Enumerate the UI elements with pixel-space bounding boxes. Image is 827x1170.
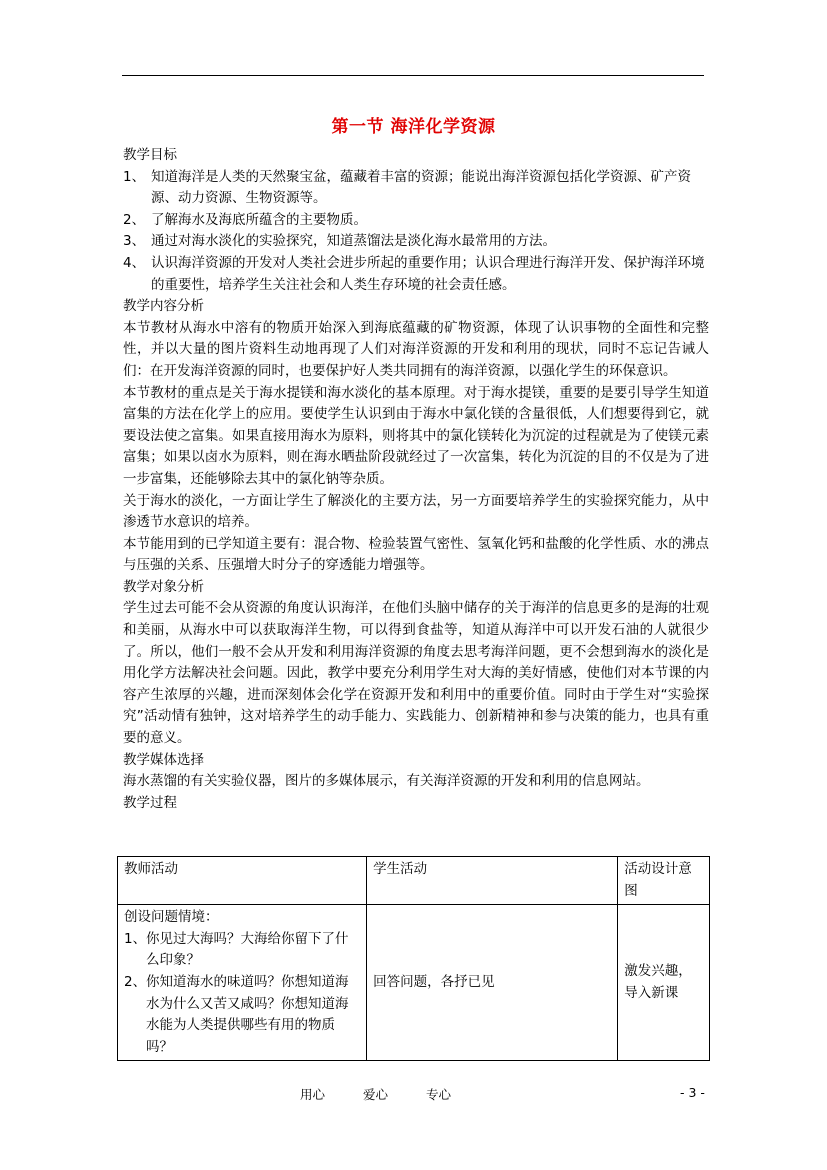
list-number: 3、 — [123, 233, 146, 250]
header-cell: 教师活动 — [118, 857, 367, 905]
header-rule — [122, 75, 704, 76]
media-heading: 教学媒体选择 — [123, 751, 204, 768]
motto-word: 用心 — [300, 1087, 326, 1102]
cell-intro: 创设问题情境： — [124, 909, 219, 926]
process-heading: 教学过程 — [123, 794, 177, 811]
paragraph: 关于海水的淡化，一方面让学生了解淡化的主要方法，另一方面要培养学生的实验探究能力，从中渗透节水意识的培养。 — [123, 492, 709, 531]
teacher-activity-cell — [118, 905, 367, 1061]
paragraph: 本节教材从海水中溶有的物质开始深入到海底蕴藏的矿物资源，体现了认识事物的全面性和完整性，并以大量的图片资料生动地再现了人们对海洋资源的开发和利用的现状，同时不忘记告诫人们：在开发海洋资源的同时，也要保护好人类共同拥有的海洋资源，以强化学生的环保意识。 — [123, 319, 709, 379]
purpose-cell: 激发兴趣，导入新课 — [618, 905, 710, 1061]
student-activity-cell: 回答问题，各抒已见 — [367, 905, 618, 1061]
student-analysis-heading: 教学对象分析 — [123, 578, 204, 595]
list-text: 了解海水及海底所蕴含的主要物质。 — [151, 211, 367, 228]
list-number: 4、 — [123, 254, 146, 271]
list-number: 2、 — [124, 973, 147, 990]
objectives-list — [123, 167, 709, 297]
motto-word: 专心 — [426, 1087, 452, 1102]
paragraph: 海水蒸馏的有关实验仪器，图片的多媒体展示，有关海洋资源的开发和利用的信息网站。 — [123, 773, 650, 790]
list-item — [124, 972, 360, 1058]
content-analysis-heading: 教学内容分析 — [123, 298, 204, 315]
list-number: 2、 — [123, 211, 146, 228]
paragraph: 本节教材的重点是关于海水提镁和海水淡化的基本原理。对于海水提镁，重要的是要引导学生知道富集的方法在化学上的应用。要使学生认识到由于海水中氯化镁的含量很低，人们想要得到它，就要设法使之富集。如果直接用海水为原料，则将其中的氯化镁转化为沉淀的过程就是为了使镁元素富集；如果以卤水为原料，则在海水晒盐阶段就经过了一次富集，转化为沉淀的目的不仅是为了进一步富集，还能够除去其中的氯化钠等杂质。 — [123, 384, 709, 487]
list-number: 1、 — [124, 930, 147, 947]
header-cell: 学生活动 — [367, 857, 618, 905]
paragraph: 本节能用到的已学知道主要有：混合物、检验装置气密性、氢氧化钙和盐酸的化学性质、水的沸点与压强的关系、压强增大时分子的穿透能力增强等。 — [123, 535, 709, 574]
list-text: 认识海洋资源的开发对人类社会进步所起的重要作用；认识合理进行海洋开发、保护海洋环境的重要性，培养学生关注社会和人类生存环境的社会责任感。 — [151, 254, 705, 293]
list-item — [124, 929, 360, 972]
list-text: 你知道海水的味道吗？你想知道海水为什么又苦又咸吗？你想知道海水能为人类提供哪些有用的物质吗？ — [146, 973, 349, 1055]
list-text: 你见过大海吗？大海给你留下了什么印象？ — [146, 930, 349, 969]
page-number: - 3 - — [680, 1085, 705, 1100]
list-text: 通过对海水淡化的实验探究，知道蒸馏法是淡化海水最常用的方法。 — [151, 233, 556, 250]
teaching-process-table — [117, 856, 710, 1061]
table-header-row — [118, 857, 710, 905]
list-item — [123, 253, 709, 296]
table-row — [118, 905, 710, 1061]
paragraph: 学生过去可能不会从资源的角度认识海洋，在他们头脑中储存的关于海洋的信息更多的是海的壮观和美丽，从海水中可以获取海洋生物，可以得到食盐等，知道从海洋中可以开发石油的人就很少了。所以，他们一般不会从开发和利用海洋资源的角度去思考海洋问题，更不会想到海水的淡化是用化学方法解决社会问题。因此，教学中要充分利用学生对大海的美好情感，使他们对本节课的内容产生浓厚的兴趣，进而深刻体会化学在资源开发和利用中的重要价值。同时由于学生对“实验探究”活动情有独钟，这对培养学生的动手能力、实践能力、创新精神和参与决策的能力，也具有重要的意义。 — [123, 600, 709, 747]
list-item — [123, 210, 709, 232]
objectives-heading: 教学目标 — [123, 147, 177, 163]
list-text: 知道海洋是人类的天然聚宝盆，蕴藏着丰富的资源；能说出海洋资源包括化学资源、矿产资源、动力资源、生物资源等。 — [151, 168, 691, 207]
header-cell: 活动设计意图 — [618, 857, 710, 905]
list-number: 1、 — [123, 168, 146, 185]
list-item — [123, 231, 709, 253]
teacher-question-list — [124, 929, 360, 1059]
list-item — [123, 167, 709, 210]
document-body — [123, 145, 709, 814]
page-title: 第一节 海洋化学资源 — [331, 117, 496, 137]
motto-word: 爱心 — [363, 1087, 389, 1102]
footer-motto — [300, 1085, 485, 1103]
